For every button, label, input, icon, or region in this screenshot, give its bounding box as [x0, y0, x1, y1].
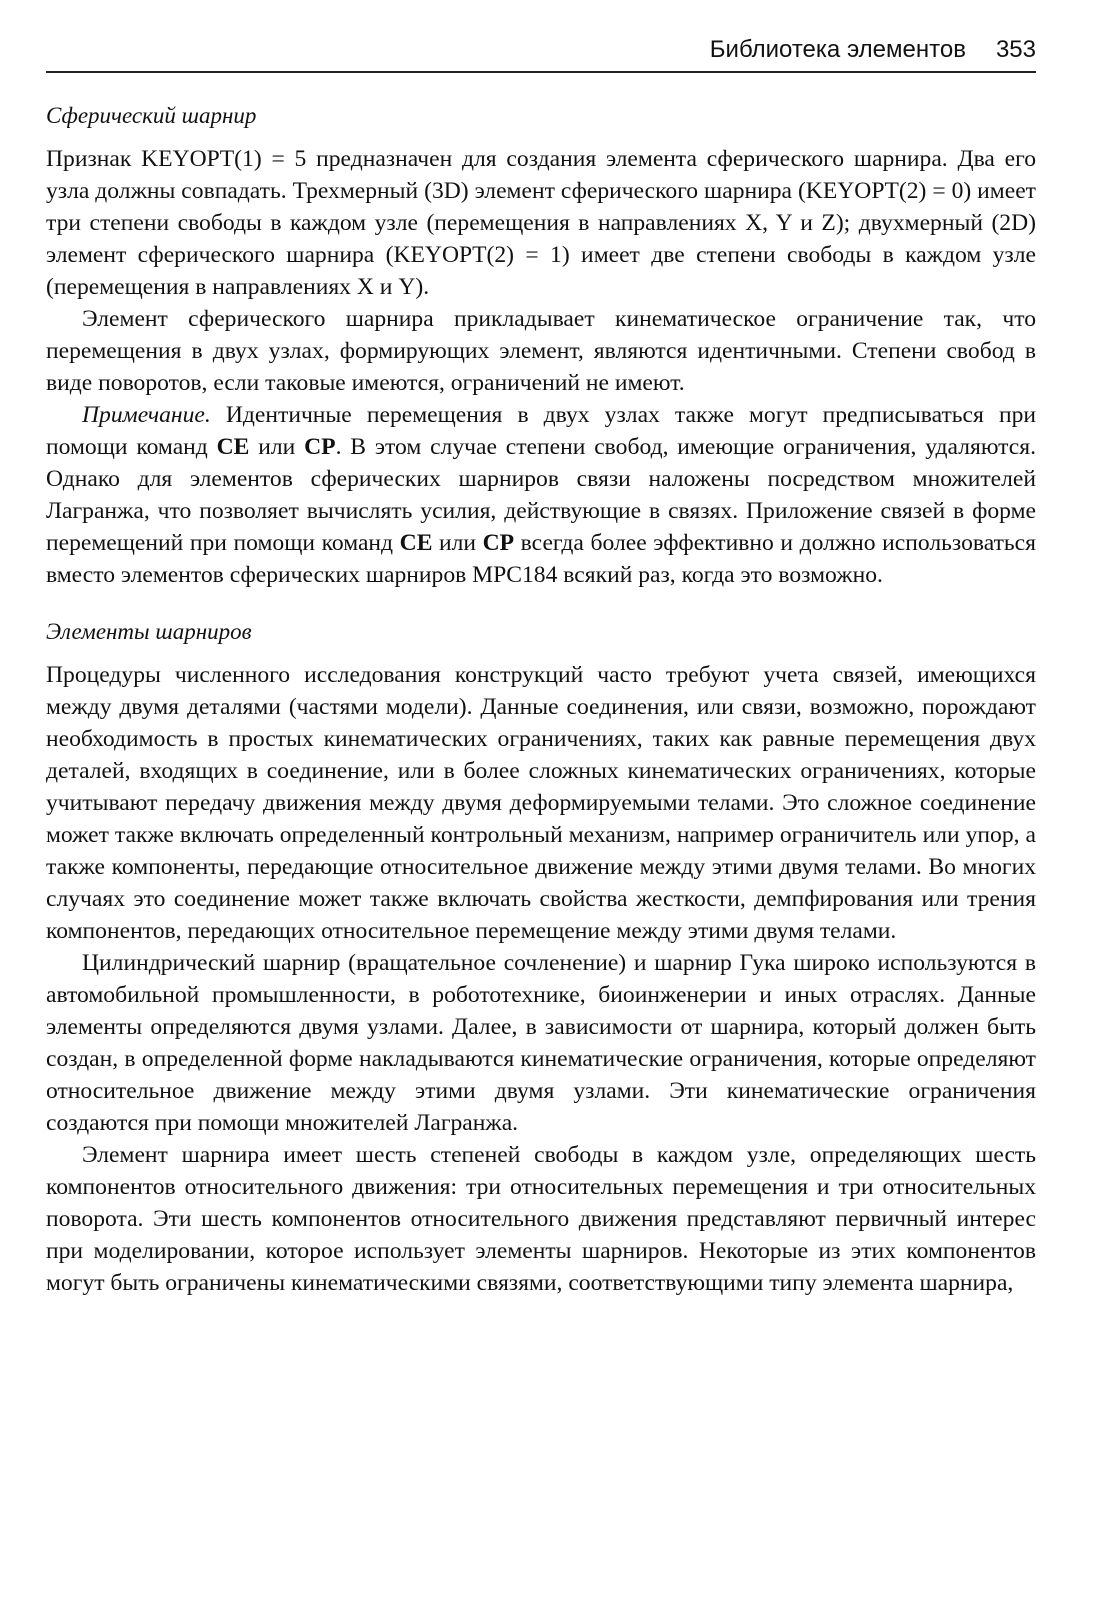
paragraph: Элемент шарнира имеет шесть степеней свободы в каждом узле, определяющих шесть компонентов относительного движения: три относительных перемещения и три относительных поворота. Эти шесть компонентов относительного движения представляют первичный интерес при моделировании, которое использует элементы шарниров. Некоторые из этих компонентов могут быть ограничены кинематическими связями, соответствующими типу элемента шарнира,: [46, 1142, 1036, 1296]
command-ce: CE: [216, 434, 250, 460]
section-title-joint-elements: Элементы шарниров: [46, 619, 252, 644]
command-cp: CP: [304, 434, 336, 460]
paragraph: Признак KEYOPT(1) = 5 предназначен для создания элемента сферического шарнира. Два его узла должны совпадать. Трехмерный (3D) элемент сферического шарнира (KEYOPT(2) = 0) имеет три степени свободы в каждом узле (перемещения в направлениях X, Y и Z); двухмерный (2D) элемент сферического шарнира (KEYOPT(2) = 1) имеет две степени свободы в каждом узле (перемещения в направлениях X и Y).: [46, 146, 1036, 300]
paragraph: Процедуры численного исследования конструкций часто требуют учета связей, имеющихся между двумя деталями (частями модели). Данные соединения, или связи, возможно, порождают необходимость в простых кинематических ограничениях, таких как равные перемещения двух деталей, входящих в соединение, или в более сложных кинематических ограничениях, которые учитывают передачу движения между двумя деформируемыми телами. Это сложное соединение может также включать определенный контрольный механизм, например ограничитель или упор, а также компоненты, передающие относительное движение между этими двумя телами. Во многих случаях это соединение может также включать свойства жесткости, демпфирования или трения компонентов, передающих относительное перемещение между этими двумя телами.: [46, 662, 1036, 944]
note-label: Примечание.: [82, 402, 211, 428]
paragraph: Цилиндрический шарнир (вращательное сочленение) и шарнир Гука широко используются в автомобильной промышленности, в робототехнике, биоинженерии и иных отраслях. Данные элементы определяются двумя узлами. Далее, в зависимости от шарнира, который должен быть создан, в определенной форме накладываются кинематические ограничения, которые определяют относительное движение между этими двумя узлами. Эти кинематические ограничения создаются при помощи множителей Лагранжа.: [46, 950, 1036, 1136]
command-cp: CP: [482, 530, 515, 556]
running-header: [46, 36, 1036, 73]
paragraph: Элемент сферического шарнира прикладывает кинематическое ограничение так, что перемещения в двух узлах, формирующих элемент, являются идентичными. Степени свобод в виде поворотов, если таковые имеются, ограничений не имеют.: [46, 306, 1036, 396]
book-page: [46, 36, 1036, 1299]
command-ce: CE: [399, 530, 433, 556]
section-title-spherical-joint: Сферический шарнир: [46, 103, 257, 128]
page-number: 353: [995, 36, 1036, 63]
running-title: Библиотека элементов: [709, 36, 966, 63]
note-paragraph: Примечание. Идентичные перемещения в двух узлах также могут предписываться при помощи команд CE или CP. В этом случае степени свобод, имеющие ограничения, удаляются. Однако для элементов сферических шарниров связи наложены посредством множителей Лагранжа, что позволяет вычислять усилия, действующие в связях. Приложение связей в форме перемещений при помощи команд CE или CP всегда более эффективно и должно использоваться вместо элементов сферических шарниров MPC184 всякий раз, когда это возможно.: [46, 402, 1036, 588]
